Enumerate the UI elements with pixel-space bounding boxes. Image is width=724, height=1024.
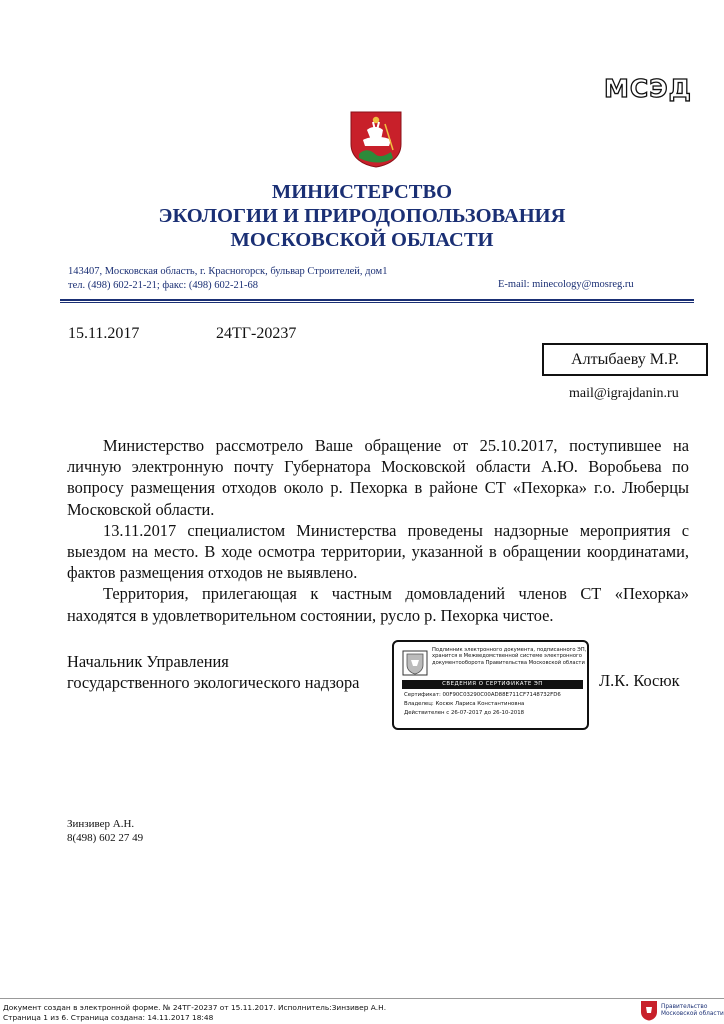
ministry-name-line1: МИНИСТЕРСТВО (271, 181, 453, 203)
signer-position-line2: государственного экологического надзора (67, 673, 360, 692)
ministry-name-line2: ЭКОЛОГИИ И ПРИРОДОПОЛЬЗОВАНИЯ (158, 205, 566, 227)
government-logo-icon (640, 1000, 658, 1021)
body-paragraph: Министерство рассмотрело Ваше обращение от 25.10.2017, поступившее на личную электронную почту Губернатора Московской области А.Ю. Воробьева по вопросу размещения отходов около р. Пехорка в районе СТ «Пехорка» г.о. Люберцы Московской области. (67, 436, 689, 519)
emblem-icon (402, 650, 428, 676)
executor-name: Зинзивер А.Н. (67, 818, 135, 830)
signer-name: Л.К. Косюк (599, 671, 680, 690)
body-paragraph: 13.11.2017 специалистом Министерства проведены надзорные мероприятия с выездом на место. В ходе осмотра территории, указанной в обращении координатами, фактов размещения отходов не выявлено. (67, 520, 689, 583)
stamp-certificate-validity: Действителен с 26-07-2017 до 26-10-2018 (404, 710, 525, 716)
executor-phone: 8(498) 602 27 49 (67, 832, 144, 844)
footer-line: Страница 1 из 6. Страница создана: 14.11.2017 18:48 (3, 1013, 214, 1022)
recipient-box: Алтыбаеву М.Р. (542, 343, 708, 376)
footer-divider (0, 998, 724, 999)
coat-of-arms-icon (345, 110, 407, 168)
footer-line: Документ создан в электронной форме. № 24ТГ-20237 от 15.11.2017. Исполнитель:Зинзивер А.Н. (3, 1003, 387, 1012)
stamp-certificate-header: СВЕДЕНИЯ О СЕРТИФИКАТЕ ЭП (402, 680, 583, 689)
body-paragraph: Территория, прилегающая к частным домовладений членов СТ «Пехорка» находятся в удовлетворительном состоянии, русло р. Пехорка чистое. (67, 584, 689, 625)
header-divider (60, 299, 694, 301)
header-divider-thin (60, 302, 694, 303)
stamp-note-line: документооборота Правительства Московской области (432, 659, 585, 666)
stamp-note-line: Подлинник электронного документа, подписанного ЭП, (432, 647, 587, 653)
letter-date: 15.11.2017 (68, 325, 140, 342)
phone-fax-line: тел. (498) 602-21-21; факс: (498) 602-21-68 (68, 280, 259, 291)
logo-text-line: Правительство (661, 1004, 708, 1010)
stamp-certificate-id: Сертификат: 00F90C03290C00AD88E711CF7148732FD6 (404, 692, 561, 698)
stamp-certificate-owner: Владелец: Косюк Лариса Константиновна (404, 701, 525, 707)
executor-info (67, 817, 143, 845)
msed-label: МСЭД (604, 74, 692, 103)
electronic-signature-stamp (392, 640, 589, 730)
recipient-email: mail@igrajdanin.ru (569, 386, 679, 401)
logo-text-line: Московской области (661, 1011, 724, 1017)
letter-body (67, 435, 689, 626)
government-logo-text (661, 1004, 724, 1018)
signer-position-line1: Начальник Управления (67, 652, 229, 671)
ministry-email: E-mail: minecology@mosreg.ru (498, 279, 634, 290)
address-line: 143407, Московская область, г. Красногорск, бульвар Строителей, дом1 (68, 266, 388, 277)
ministry-name-line3: МОСКОВСКОЙ ОБЛАСТИ (230, 229, 494, 251)
stamp-note-line: хранится в Межведомственной системе электронного (432, 653, 582, 660)
letter-number: 24ТГ-20237 (216, 325, 297, 342)
footer-info (3, 1003, 386, 1023)
signer-position (67, 651, 359, 693)
stamp-note (432, 647, 587, 666)
